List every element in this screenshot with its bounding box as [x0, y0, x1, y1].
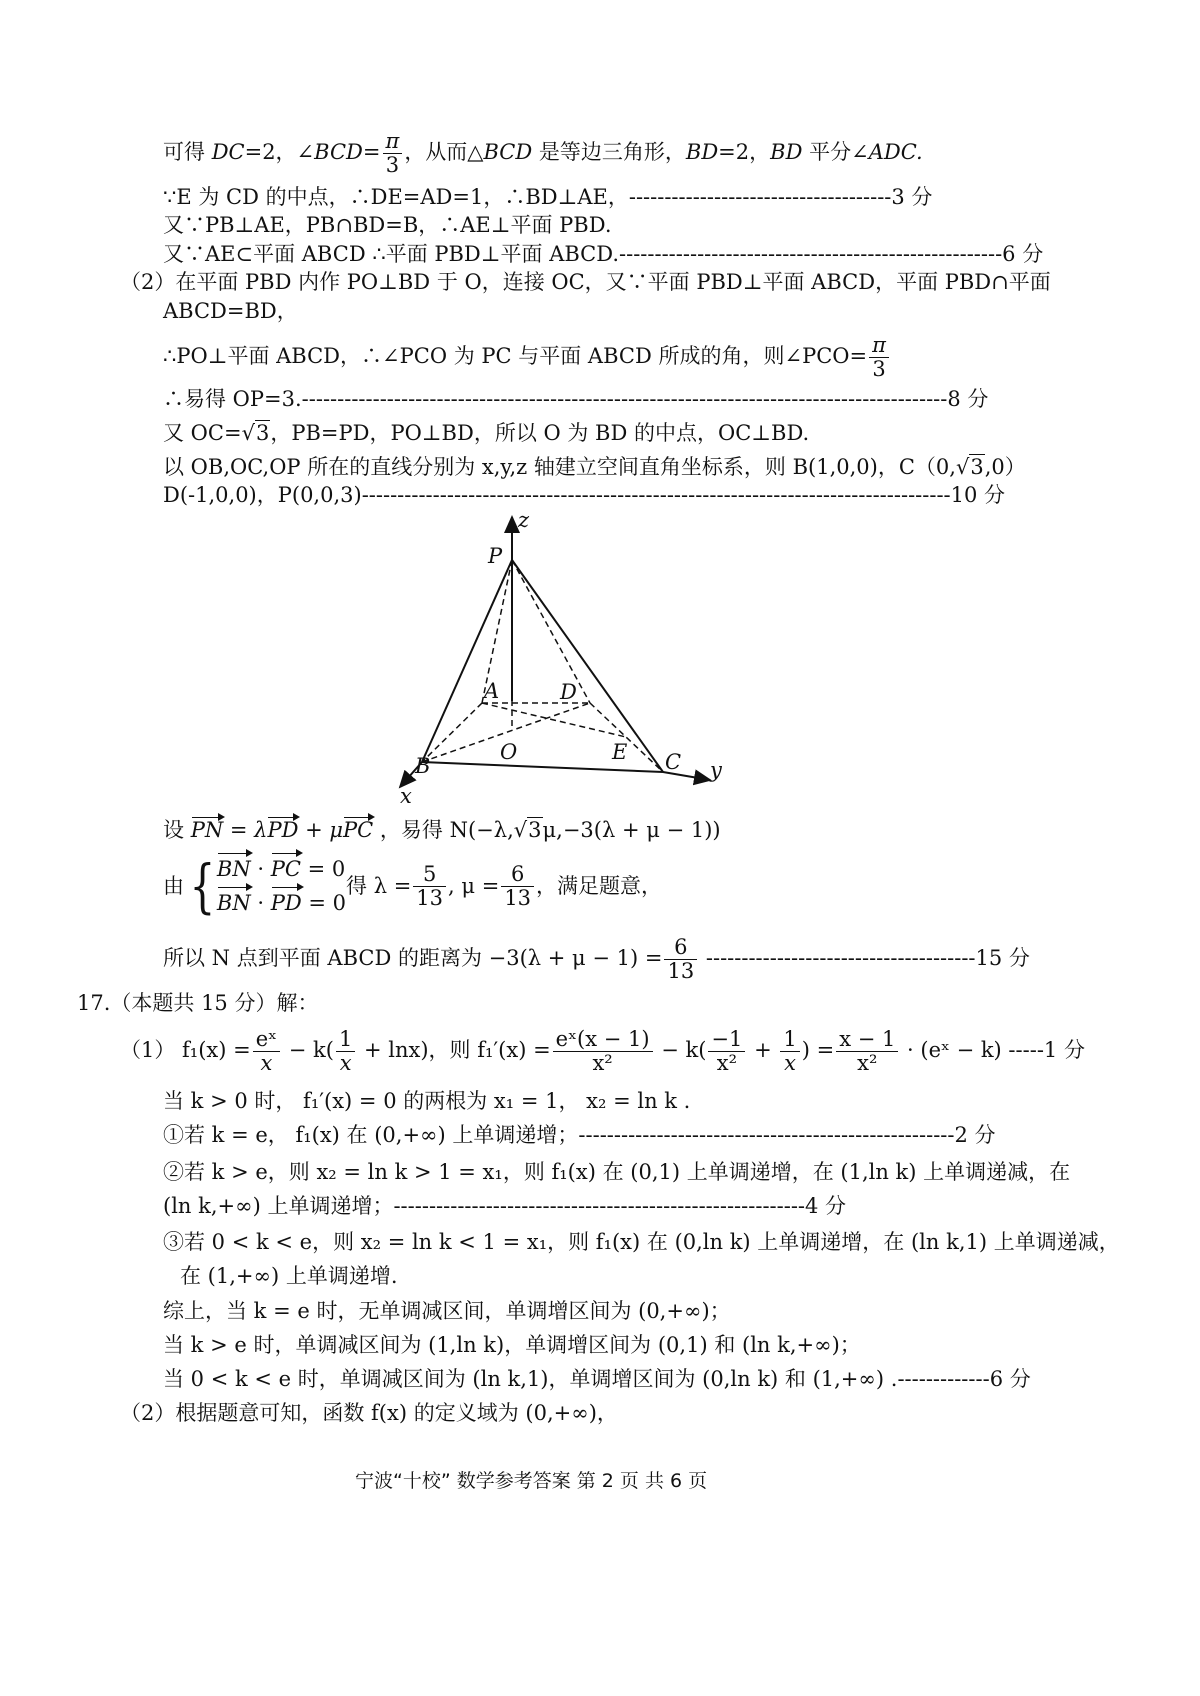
label-D: D — [560, 680, 577, 704]
line-17: 当 k > 0 时， f₁′(x) = 0 的两根为 x₁ = 1， x₂ = ln k . — [163, 1089, 691, 1113]
denominator: 13 — [416, 885, 444, 910]
numerator: 5 — [413, 863, 446, 887]
numerator: 6 — [501, 863, 534, 887]
line-12: 设 PN = λPD + μPC ，易得 N(−λ,√3μ,−3(λ + μ − 1)) — [163, 818, 721, 842]
edge-PD — [512, 560, 590, 703]
text: ,0） — [984, 455, 1026, 479]
text: 平分∠ — [802, 140, 869, 164]
line-2: ∵E 为 CD 的中点，∴DE=AD=1，∴BD⊥AE，-------------------------------------3 分 — [163, 185, 933, 209]
line-7 — [163, 334, 891, 381]
vector: BN — [217, 852, 251, 886]
fraction — [836, 1028, 898, 1075]
fraction-5-13 — [413, 863, 446, 910]
text: ，满足题意， — [536, 874, 663, 898]
label-A: A — [484, 679, 500, 703]
text: 由 — [163, 874, 184, 898]
text: 设 — [163, 818, 191, 842]
edge-PC — [512, 560, 663, 772]
line-13 — [163, 852, 662, 920]
text: BD — [685, 140, 719, 164]
equation-system — [217, 852, 346, 920]
numerator: π — [869, 334, 889, 358]
text: + lnx)，则 f₁′(x) = — [357, 1038, 551, 1062]
denominator: x² — [857, 1051, 878, 1075]
text: = λ — [223, 818, 268, 842]
radicand: 3 — [970, 455, 984, 479]
text: （1） f₁(x) = — [120, 1038, 251, 1062]
text: ，从而△ — [404, 140, 484, 164]
denominator: 3 — [385, 153, 400, 177]
denominator: x — [260, 1051, 273, 1075]
text: 又 OC= — [163, 421, 242, 445]
line-14 — [163, 936, 1030, 983]
text: μ,−3(λ + μ − 1)) — [542, 818, 721, 842]
text: = 0 — [301, 891, 347, 915]
text: --------------------------------------15 分 — [699, 946, 1030, 970]
text: 是等边三角形， — [532, 140, 686, 164]
text: 可得 — [163, 140, 212, 164]
denominator: 3 — [872, 357, 886, 381]
text: =2，∠ — [244, 140, 315, 164]
text: BCD — [314, 140, 363, 164]
denominator: 13 — [504, 885, 532, 910]
vector: PN — [190, 818, 224, 842]
fraction — [553, 1028, 653, 1075]
line-18: ①若 k = e， f₁(x) 在 (0,+∞) 上单调递增；-----------------------------------------------------2 分 — [163, 1123, 996, 1147]
denominator: x — [339, 1051, 352, 1075]
line-24: 当 k > e 时，单调减区间为 (1,ln k)，单调增区间为 (0,1) 和 (ln k,+∞)； — [163, 1333, 861, 1357]
label-O: O — [500, 740, 518, 764]
line-4: 又∵AE⊂平面 ABCD ∴平面 PBD⊥平面 ABCD.------------------------------------------------------6 分 — [163, 242, 1044, 266]
vector: PD — [271, 886, 302, 920]
label-E: E — [612, 740, 628, 764]
line-10: 以 OB,OC,OP 所在的直线分别为 x,y,z 轴建立空间直角坐标系，则 B(1,0,0)，C（0,√3,0） — [163, 455, 1026, 479]
fraction-6-13 — [664, 936, 697, 983]
vector: PC — [343, 818, 374, 842]
label-z: z — [518, 508, 530, 532]
text: − k( — [282, 1038, 334, 1062]
fraction — [780, 1028, 799, 1075]
text: · — [250, 857, 271, 881]
line-19: ②若 k > e，则 x₂ = ln k > 1 = x₁，则 f₁(x) 在 (0,1) 上单调递增，在 (1,ln k) 上单调递减，在 — [163, 1160, 1071, 1184]
edge-AB — [422, 703, 482, 762]
text: ，PB=PD，PO⊥BD，所以 O 为 BD 的中点，OC⊥BD. — [270, 421, 810, 445]
text: ，易得 N(−λ, — [373, 818, 514, 842]
radicand: 3 — [528, 818, 542, 842]
line-8: ∴易得 OP=3.-------------------------------------------------------------------------------------------8 分 — [163, 387, 989, 411]
line-9: 又 OC=√3，PB=PD，PO⊥BD，所以 O 为 BD 的中点，OC⊥BD. — [163, 421, 810, 445]
edge-PB — [422, 560, 512, 762]
label-y: y — [710, 758, 722, 782]
pyramid-figure — [380, 505, 740, 805]
text: DC — [211, 140, 245, 164]
page-footer: 宁波“十校” 数学参考答案 第 2 页 共 6 页 — [355, 1470, 708, 1492]
text: BCD — [483, 140, 533, 164]
numerator: eˣ — [253, 1028, 280, 1052]
numerator: −1 — [708, 1028, 745, 1052]
label-x: x — [400, 784, 412, 805]
denominator: x² — [592, 1051, 613, 1075]
segment-AE — [482, 703, 626, 737]
label-P: P — [488, 544, 503, 568]
radicand: 3 — [255, 421, 270, 445]
denominator: x² — [716, 1051, 738, 1075]
fraction — [253, 1028, 280, 1075]
line-26: （2）根据题意可知，函数 f(x) 的定义域为 (0,+∞)， — [120, 1401, 618, 1425]
fraction-pi-over-3 — [383, 130, 403, 177]
text: + μ — [298, 818, 344, 842]
fraction — [336, 1028, 355, 1075]
line-1 — [163, 130, 923, 177]
text: =2， — [718, 140, 771, 164]
label-B: B — [415, 754, 431, 778]
fraction-pi-over-3 — [869, 334, 889, 381]
line-21: ③若 0 < k < e，则 x₂ = ln k < 1 = x₁，则 f₁(x) 在 (0,ln k) 上单调递增，在 (ln k,1) 上单调递减， — [163, 1230, 1120, 1254]
text: = 0 — [300, 857, 346, 881]
line-22: 在 (1,+∞) 上单调递增. — [180, 1264, 398, 1288]
denominator: 13 — [667, 959, 695, 983]
line-3: 又∵PB⊥AE，PB∩BD=B，∴AE⊥平面 PBD. — [163, 213, 612, 237]
vector: BN — [217, 886, 251, 920]
line-15: 17.（本题共 15 分）解： — [77, 991, 319, 1015]
numerator: 1 — [780, 1028, 799, 1052]
text: 得 λ = — [346, 874, 412, 898]
line-11: D(-1,0,0)，P(0,0,3)-----------------------------------------------------------------------------------10 分 — [163, 483, 1006, 507]
numerator: 1 — [336, 1028, 355, 1052]
line-25: 当 0 < k < e 时，单调减区间为 (ln k,1)，单调增区间为 (0,ln k) 和 (1,+∞) .-------------6 分 — [163, 1367, 1031, 1391]
text: = — [362, 140, 381, 164]
line-6: ABCD=BD， — [163, 299, 298, 323]
numerator: π — [383, 130, 403, 154]
text: + — [747, 1038, 779, 1062]
line-23: 综上，当 k = e 时，无单调减区间，单调增区间为 (0,+∞)； — [163, 1299, 731, 1323]
line-5: （2）在平面 PBD 内作 PO⊥BD 于 O，连接 OC，又∵平面 PBD⊥平面 ABCD，平面 PBD∩平面 — [120, 270, 1051, 294]
label-C: C — [665, 750, 682, 774]
text: 所以 N 点到平面 ABCD 的距离为 −3(λ + μ − 1) = — [163, 946, 663, 970]
text: , μ = — [448, 874, 500, 898]
numerator: 6 — [664, 936, 697, 960]
vector: PC — [271, 852, 301, 886]
numerator: x − 1 — [836, 1028, 898, 1052]
line-20: (ln k,+∞) 上单调递增；----------------------------------------------------------4 分 — [163, 1194, 847, 1218]
numerator: eˣ(x − 1) — [553, 1028, 653, 1052]
text: ADC. — [868, 140, 923, 164]
fraction — [708, 1028, 745, 1075]
text: · (eˣ − k) -----1 分 — [900, 1038, 1085, 1062]
text: ∴PO⊥平面 ABCD，∴∠PCO 为 PC 与平面 ABCD 所成的角，则∠PCO= — [163, 344, 868, 368]
left-brace: { — [189, 852, 216, 920]
text: · — [250, 891, 271, 915]
denominator: x — [784, 1051, 796, 1075]
text: 以 OB,OC,OP 所在的直线分别为 x,y,z 轴建立空间直角坐标系，则 B(1,0,0)，C（0, — [163, 455, 956, 479]
text: ) = — [801, 1038, 835, 1062]
text: BD — [770, 140, 803, 164]
text: − k( — [654, 1038, 707, 1062]
line-16 — [120, 1028, 1085, 1075]
vector: PD — [267, 818, 299, 842]
fraction-6-13 — [501, 863, 534, 910]
